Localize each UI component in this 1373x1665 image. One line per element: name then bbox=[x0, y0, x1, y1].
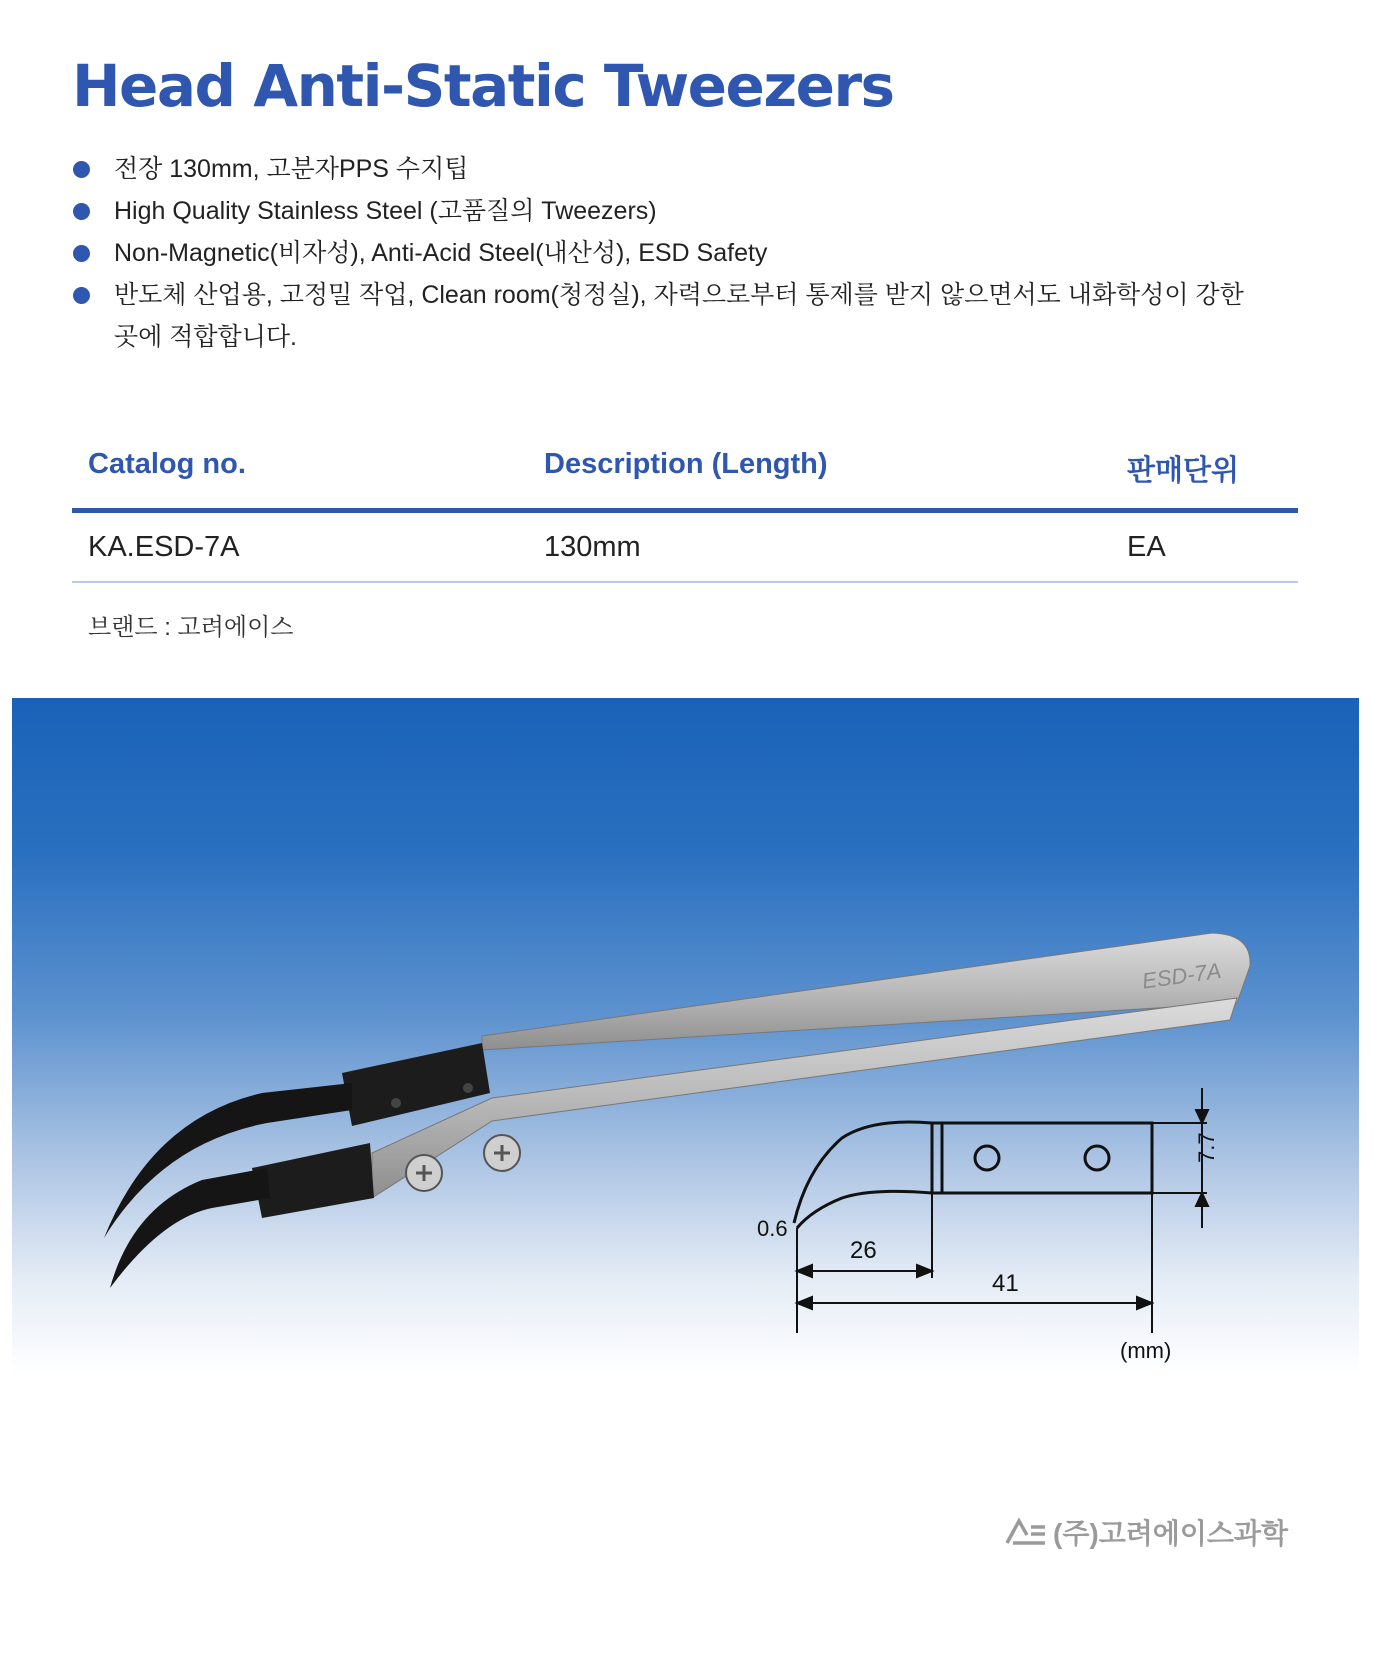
company-name: (주)고려에이스과학 bbox=[1053, 1518, 1289, 1549]
dim-unit-label: (mm) bbox=[1120, 1338, 1172, 1363]
product-table bbox=[72, 440, 1298, 583]
dim-tip-label: 0.6 bbox=[757, 1216, 788, 1241]
feature-item bbox=[72, 148, 1252, 190]
header-unit: 판매단위 bbox=[1127, 455, 1240, 487]
bullet-icon bbox=[73, 203, 90, 220]
feature-list bbox=[72, 148, 1252, 358]
company-logo-icon bbox=[1005, 1517, 1047, 1547]
header-catalog: Catalog no. bbox=[88, 448, 246, 480]
feature-item bbox=[72, 232, 1252, 274]
holder-hole bbox=[463, 1083, 473, 1093]
feature-text: 반도체 산업용, 고정밀 작업, Clean room(청정실), 자력으로부터 통제를 받지 않으면서도 내화학성이 강한 곳에 적합합니다. bbox=[114, 281, 1244, 351]
holder-hole bbox=[391, 1098, 401, 1108]
cell-description: 130mm bbox=[544, 531, 641, 563]
feature-item bbox=[72, 274, 1252, 358]
dim-long-length-label: 41 bbox=[992, 1270, 1019, 1297]
feature-text: High Quality Stainless Steel (고품질의 Tweezers) bbox=[114, 197, 657, 225]
bullet-icon bbox=[73, 287, 90, 304]
dimension-drawing bbox=[794, 1122, 1152, 1228]
feature-item bbox=[72, 190, 1252, 232]
product-photo bbox=[12, 698, 1359, 1403]
tweezers-illustration bbox=[12, 698, 1359, 1403]
table-header bbox=[72, 440, 1298, 513]
tweezers-engraving: ESD-7A bbox=[1140, 957, 1223, 994]
company-footer bbox=[1005, 1512, 1288, 1552]
cell-unit: EA bbox=[1127, 531, 1166, 563]
feature-text: Non-Magnetic(비자성), Anti-Acid Steel(내산성), ESD Safety bbox=[114, 239, 768, 267]
header-description: Description (Length) bbox=[544, 448, 828, 480]
dim-width-label: 7.7 bbox=[1194, 1132, 1219, 1163]
dim-short-length-label: 26 bbox=[850, 1237, 877, 1264]
feature-text: 전장 130mm, 고분자PPS 수지팁 bbox=[114, 155, 469, 183]
bullet-icon bbox=[73, 245, 90, 262]
tweezers-lower-tip-holder bbox=[252, 1143, 374, 1218]
bullet-icon bbox=[73, 161, 90, 178]
cell-catalog: KA.ESD-7A bbox=[88, 531, 240, 563]
page-title: Head Anti-Static Tweezers bbox=[72, 52, 894, 120]
brand-label: 브랜드 : 고려에이스 bbox=[88, 614, 294, 641]
table-row bbox=[72, 513, 1298, 583]
